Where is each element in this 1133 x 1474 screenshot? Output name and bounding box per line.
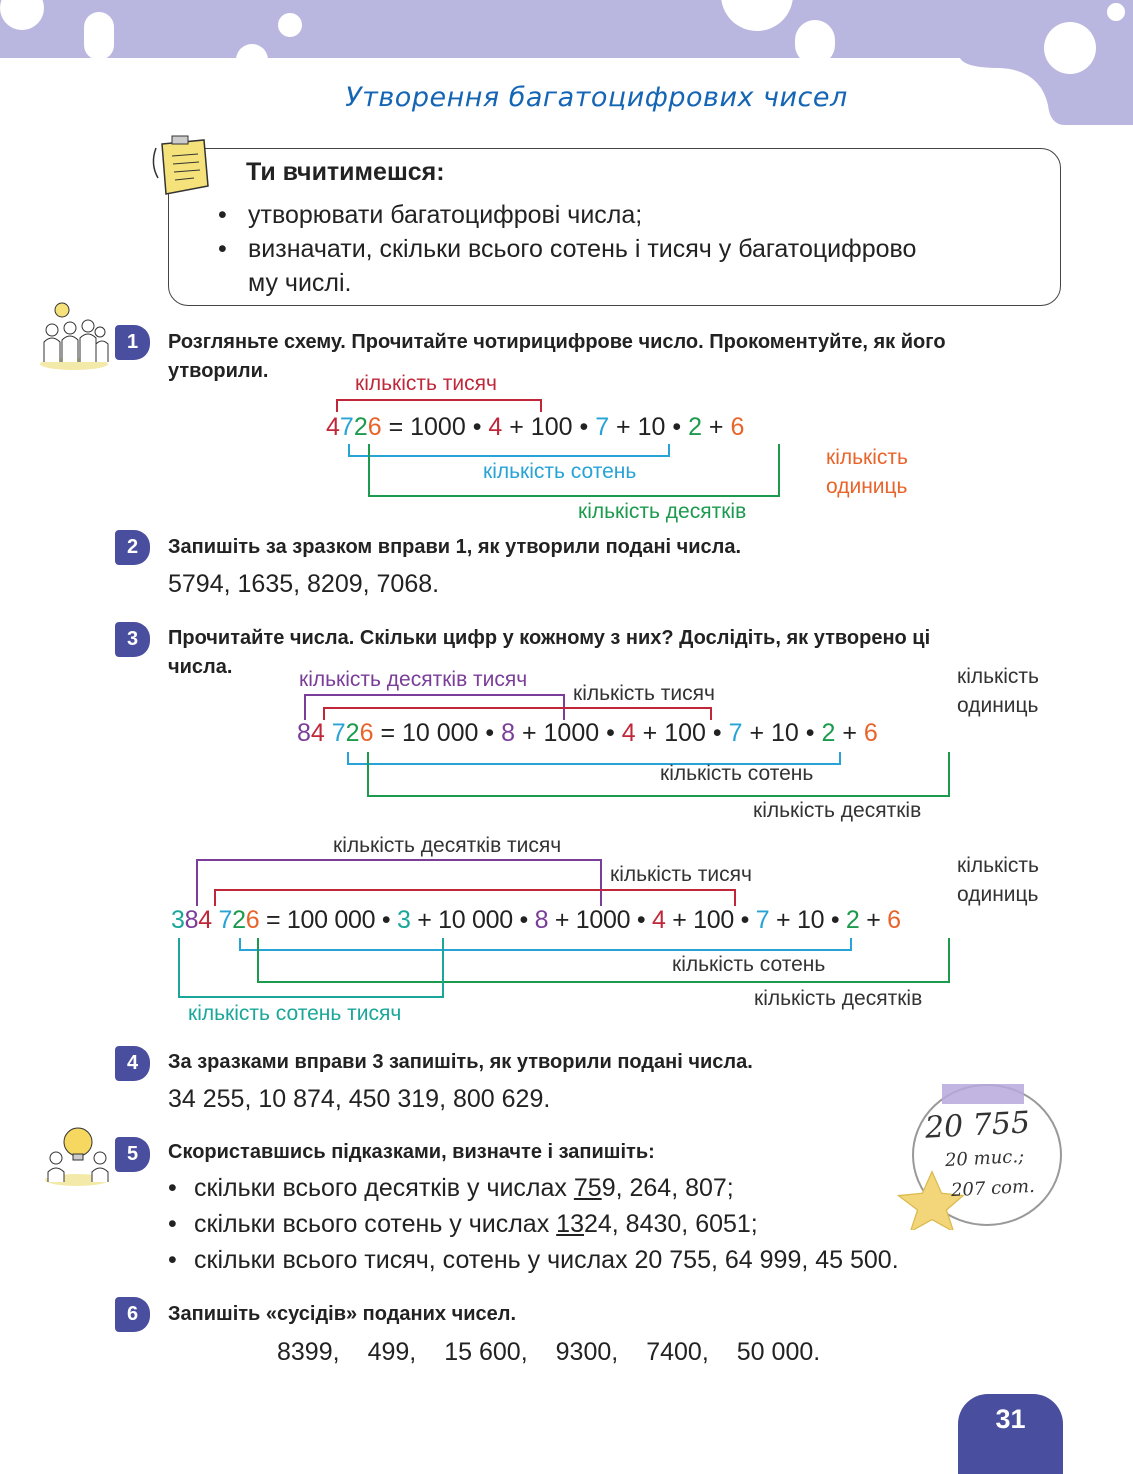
task-5-text: Скориставшись підказками, визначте і запишіть: — [168, 1141, 655, 1163]
goal-item-1: • утворювати багатоцифрові числа; — [218, 201, 643, 229]
label-a-hundreds: кількість сотень — [660, 762, 814, 785]
label-thousands: кількість тисяч — [355, 372, 497, 395]
group-discussion-icon — [38, 300, 110, 372]
task-5-item-3: • скільки всього тисяч, сотень у числах 20 755, 64 999, 45 500. — [168, 1246, 899, 1274]
task-2-text: Запишіть за зразком вправи 1, як утворили подані числа. — [168, 536, 742, 558]
label-tens: кількість десятків — [578, 500, 747, 523]
label-b-thousands: кількість тисяч — [610, 863, 752, 886]
label-b-hundredthousands: кількість сотень тисяч — [188, 1002, 402, 1025]
task-6-text: Запишіть «сусідів» поданих чисел. — [168, 1303, 516, 1325]
label-b-tens: кількість десятків — [754, 987, 923, 1010]
task-3-text: Прочитайте числа. Скільки цифр у кожному з них? Дослідіть, як утворено ці числа. — [168, 627, 931, 678]
label-b-hundreds: кількість сотень — [672, 953, 826, 976]
hint-note-thousands: 20 тис.; — [944, 1145, 1025, 1172]
label-a-tenthousands: кількість десятків тисяч — [299, 668, 528, 691]
hint-note-hundreds: 207 сот. — [950, 1175, 1036, 1202]
task-1-text: Розгляньте схему. Прочитайте чотирицифрове число. Прокоментуйте, як його утворили. — [168, 331, 946, 382]
task-5-item-2: • скільки всього сотень у числах 1324, 8430, 6051; — [168, 1210, 758, 1238]
equation-3a: 84 726 = 10 000 • 8 + 1000 • 4 + 100 • 7 + 10 • 2 + 6 — [297, 719, 878, 747]
task-number-6: 6 — [115, 1297, 150, 1332]
task-number-1: 1 — [115, 325, 150, 360]
task-1-scheme — [0, 370, 1133, 530]
lightbulb-team-icon — [42, 1124, 112, 1188]
task-number-5: 5 — [115, 1137, 150, 1172]
label-b-tenthousands: кількість десятків тисяч — [333, 834, 562, 857]
label-a-tens: кількість десятків — [753, 799, 922, 822]
goal-item-2: • визначати, скільки всього сотень і тисяч у багатоцифрово — [218, 235, 917, 263]
label-hundreds: кількість сотень — [483, 460, 637, 483]
equation-1: 4726 = 1000 • 4 + 100 • 7 + 10 • 2 + 6 — [326, 413, 745, 441]
task-2-numbers: 5794, 1635, 8209, 7068. — [168, 570, 440, 598]
label-b-units: кількість одиниць — [957, 854, 1039, 906]
page-title: Утворення багатоцифрових чисел — [345, 82, 848, 113]
label-units: кількість одиниць — [826, 446, 908, 498]
equation-3b: 384 726 = 100 000 • 3 + 10 000 • 8 + 1000 • 4 + 100 • 7 + 10 • 2 + 6 — [171, 906, 901, 934]
task-4-numbers: 34 255, 10 874, 450 319, 800 629. — [168, 1085, 551, 1113]
task-number-3: 3 — [115, 622, 150, 657]
label-a-thousands: кількість тисяч — [573, 682, 715, 705]
task-6-numbers: 8399, 499, 15 600, 9300, 7400, 50 000. — [277, 1338, 821, 1366]
label-a-units: кількість одиниць — [957, 665, 1039, 717]
task-number-2: 2 — [115, 530, 150, 565]
page-number: 31 — [958, 1394, 1063, 1474]
task-number-4: 4 — [115, 1046, 150, 1081]
task-5-item-1: • скільки всього десятків у числах 759, 264, 807; — [168, 1174, 734, 1202]
goals-heading: Ти вчитимешся: — [246, 158, 445, 186]
task-4-text: За зразками вправи 3 запишіть, як утворили подані числа. — [168, 1051, 753, 1073]
goal-item-2-cont: му числі. — [248, 269, 352, 297]
notepad-icon — [148, 134, 212, 200]
hint-note-number: 20 755 — [924, 1105, 1031, 1146]
